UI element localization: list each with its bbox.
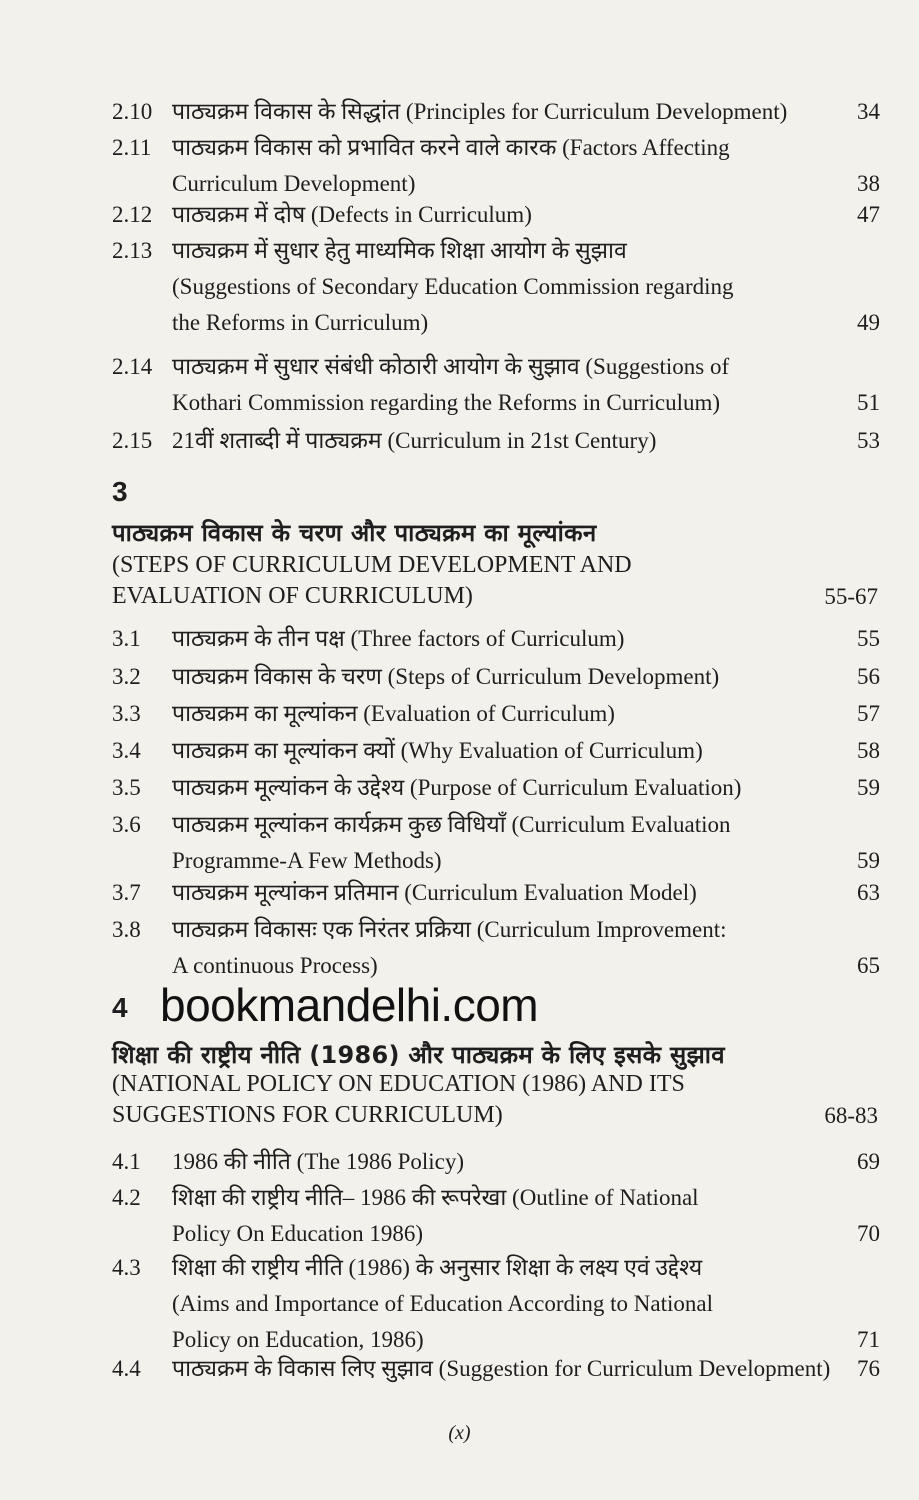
entry-page: 55 [857, 626, 880, 651]
toc-entry [112, 622, 880, 656]
chapter-title-hindi: शिक्षा की राष्ट्रीय नीति (1986) और पाठ्यक्रम के लिए इसके सुझाव [112, 1041, 725, 1069]
entry-title: पाठ्यक्रम विकास के सिद्धांत (Principles for Curriculum Development) [172, 99, 788, 124]
entry-page: 76 [857, 1356, 880, 1381]
entry-title: 1986 की नीति (The 1986 Policy) [172, 1149, 465, 1174]
entry-number: 3.7 [112, 880, 141, 905]
toc-entry [112, 424, 880, 458]
entry-page: 56 [857, 664, 880, 689]
entry-number: 3.1 [112, 626, 141, 651]
toc-entry [112, 876, 880, 910]
entry-number: 2.10 [112, 99, 153, 124]
entry-page: 51 [857, 390, 880, 415]
entry-title-cont: A continuous Process) [172, 953, 378, 978]
watermark-text: bookmandelhi.com [160, 979, 539, 1031]
entry-title: पाठ्यक्रम में दोष (Defects in Curriculum) [172, 202, 532, 227]
toc-entry [112, 350, 880, 420]
toc-entry [112, 1251, 880, 1357]
entry-title: 21वीं शताब्दी में पाठ्यक्रम (Curriculum in 21st Century) [172, 428, 657, 453]
chapter-title-english: (NATIONAL POLICY ON EDUCATION (1986) AND ITS [112, 1071, 685, 1097]
entry-title: पाठ्यक्रम का मूल्यांकन (Evaluation of Curriculum) [172, 701, 615, 726]
entry-title-cont: (Aims and Importance of Education According to National [172, 1291, 713, 1316]
entry-page: 70 [857, 1221, 880, 1246]
entry-page: 63 [857, 880, 880, 905]
entry-page: 47 [857, 202, 880, 227]
entry-title: पाठ्यक्रम के विकास लिए सुझाव (Suggestion for Curriculum Development) [172, 1356, 831, 1381]
entry-title: पाठ्यक्रम विकासः एक निरंतर प्रक्रिया (Curriculum Improvement: [172, 917, 727, 942]
entry-number: 4.1 [112, 1149, 141, 1174]
entry-title-cont: Curriculum Development) [172, 171, 416, 196]
entry-page: 34 [857, 99, 880, 124]
entry-title: शिक्षा की राष्ट्रीय नीति (1986) के अनुसार शिक्षा के लक्ष्य एवं उद्देश्य [172, 1255, 703, 1280]
entry-number: 3.3 [112, 701, 141, 726]
entry-title: पाठ्यक्रम के तीन पक्ष (Three factors of Curriculum) [172, 626, 625, 651]
entry-page: 58 [857, 738, 880, 763]
toc-entry [112, 808, 880, 878]
entry-title: पाठ्यक्रम का मूल्यांकन क्यों (Why Evaluation of Curriculum) [172, 738, 703, 763]
entry-number: 2.15 [112, 428, 153, 453]
entry-title-cont: Policy On Education 1986) [172, 1221, 424, 1246]
entry-page: 59 [857, 775, 880, 800]
entry-title-cont: the Reforms in Curriculum) [172, 310, 429, 335]
entry-title-cont: Programme-A Few Methods) [172, 848, 442, 873]
toc-entry [112, 771, 880, 805]
toc-entry [112, 1145, 880, 1179]
entry-title: पाठ्यक्रम में सुधार संबंधी कोठारी आयोग के सुझाव (Suggestions of [172, 354, 730, 379]
chapter-page-range: 55-67 [824, 584, 878, 609]
entry-page: 69 [857, 1149, 880, 1174]
entry-title: पाठ्यक्रम विकास के चरण (Steps of Curriculum Development) [172, 664, 720, 689]
entry-number: 3.8 [112, 917, 141, 942]
chapter-page-range: 68-83 [824, 1103, 878, 1128]
entry-page: 53 [857, 428, 880, 453]
chapter-title-english-cont: SUGGESTIONS FOR CURRICULUM) [112, 1102, 503, 1128]
entry-number: 4.3 [112, 1255, 141, 1280]
entry-number: 2.12 [112, 202, 153, 227]
entry-number: 2.13 [112, 238, 153, 263]
chapter-title-english-cont: EVALUATION OF CURRICULUM) [112, 583, 473, 609]
entry-number: 2.14 [112, 354, 153, 379]
chapter-title-english: (STEPS OF CURRICULUM DEVELOPMENT AND [112, 552, 632, 578]
entry-title-cont: Kothari Commission regarding the Reforms in Curriculum) [172, 390, 721, 415]
entry-number: 3.6 [112, 812, 141, 837]
entry-number: 2.11 [112, 135, 152, 160]
entry-page: 71 [857, 1327, 880, 1352]
entry-page: 65 [857, 953, 880, 978]
entry-page: 57 [857, 701, 880, 726]
entry-page: 59 [857, 848, 880, 873]
entry-number: 3.5 [112, 775, 141, 800]
entry-page: 49 [857, 310, 880, 335]
entry-number: 4.4 [112, 1356, 141, 1381]
entry-title: पाठ्यक्रम मूल्यांकन प्रतिमान (Curriculum Evaluation Model) [172, 880, 697, 905]
entry-number: 3.2 [112, 664, 141, 689]
entry-number: 4.2 [112, 1185, 141, 1210]
chapter-title-hindi: पाठ्यक्रम विकास के चरण और पाठ्यक्रम का मूल्यांकन [112, 519, 597, 547]
toc-entry [112, 1181, 880, 1251]
entry-page: 38 [857, 171, 880, 196]
toc-entry [112, 660, 880, 694]
entry-title: शिक्षा की राष्ट्रीय नीति– 1986 की रूपरेखा (Outline of National [172, 1185, 699, 1210]
toc-entry [112, 95, 880, 129]
toc-entry [112, 1352, 880, 1386]
toc-entry [112, 734, 880, 768]
entry-title: पाठ्यक्रम विकास को प्रभावित करने वाले कारक (Factors Affecting [172, 135, 730, 160]
page-number-footer: (x) [448, 1422, 471, 1444]
chapter-number: 4 [112, 992, 128, 1023]
entry-number: 3.4 [112, 738, 141, 763]
toc-entry [112, 198, 880, 232]
toc-entry [112, 697, 880, 731]
toc-entry [112, 913, 880, 983]
entry-title: पाठ्यक्रम मूल्यांकन के उद्देश्य (Purpose of Curriculum Evaluation) [172, 775, 742, 800]
entry-title: पाठ्यक्रम मूल्यांकन कार्यक्रम कुछ विधियाँ (Curriculum Evaluation [172, 812, 731, 837]
entry-title-cont: (Suggestions of Secondary Education Commission regarding [172, 274, 734, 299]
entry-title-cont: Policy on Education, 1986) [172, 1327, 424, 1352]
toc-entry [112, 131, 880, 201]
entry-title: पाठ्यक्रम में सुधार हेतु माध्यमिक शिक्षा आयोग के सुझाव [172, 238, 627, 263]
toc-entry [112, 234, 880, 340]
chapter-number: 3 [112, 476, 128, 507]
